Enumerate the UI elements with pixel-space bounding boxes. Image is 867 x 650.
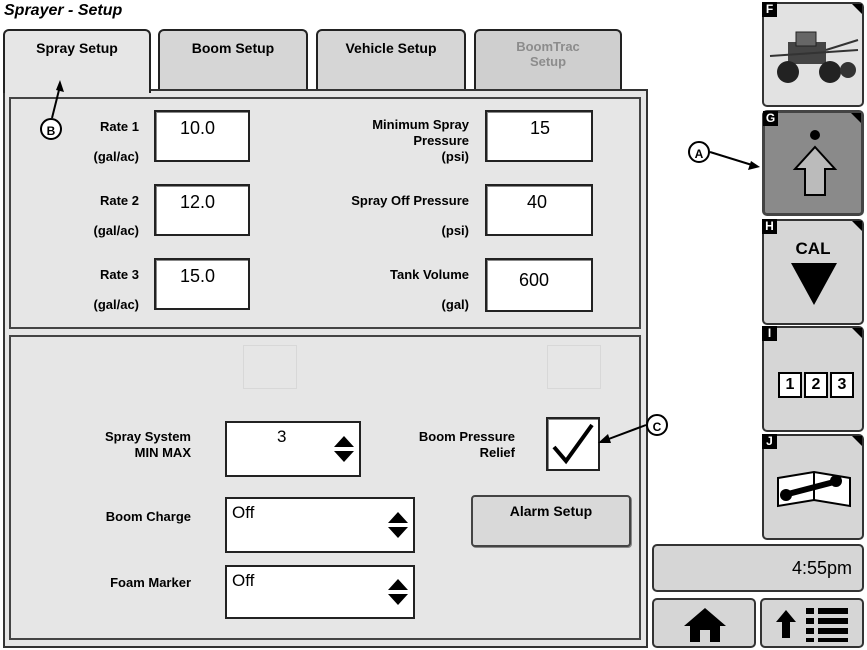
time-text: 4:55pm	[791, 558, 852, 578]
sidebar-key-i[interactable]	[762, 326, 864, 432]
boom-pressure-relief-label: Boom Pressure Relief	[418, 429, 515, 460]
home-button[interactable]	[652, 598, 756, 648]
callout-c: C	[646, 414, 668, 436]
up-down-arrow-icon[interactable]	[387, 510, 409, 540]
ghost-field	[243, 345, 297, 389]
sidebar-key-g[interactable]	[762, 110, 864, 216]
rate-3-label: Rate 3	[99, 267, 139, 282]
tank-volume-unit: (gal)	[441, 297, 469, 312]
boom-charge-label: Boom Charge	[105, 509, 191, 524]
menu-up-button[interactable]	[760, 598, 864, 648]
corner-marker	[852, 4, 862, 14]
min-spray-pressure-label: Minimum Spray Pressure	[372, 117, 469, 148]
callout-b: B	[40, 118, 62, 140]
rate-3-value: 15.0	[180, 266, 216, 286]
boom-pressure-relief-checkbox[interactable]	[546, 417, 600, 471]
rate-2-unit: (gal/ac)	[93, 223, 139, 238]
rate-1-unit: (gal/ac)	[93, 149, 139, 164]
tab-label: Vehicle Setup	[345, 40, 437, 56]
tab-label: BoomTrac Setup	[516, 39, 580, 69]
min-spray-pressure-value: 15	[530, 118, 551, 138]
wrench-book-icon	[774, 464, 854, 514]
rates-section	[9, 97, 641, 329]
spray-system-value: 3	[277, 427, 287, 446]
cal-down-arrow-icon	[789, 261, 839, 309]
boom-charge-value: Off	[232, 503, 255, 522]
numeric-keypad-icon	[778, 372, 854, 398]
foam-marker-label: Foam Marker	[110, 575, 191, 590]
keypad-digit: 1	[778, 372, 802, 398]
spray-off-pressure-label: Spray Off Pressure	[351, 193, 469, 208]
clock-display	[652, 544, 864, 592]
tank-volume-value: 600	[519, 270, 550, 290]
up-arrow-dot-icon	[785, 125, 845, 205]
corner-marker	[852, 436, 862, 446]
key-letter: H	[762, 219, 777, 234]
spray-system-stepper[interactable]	[225, 421, 361, 477]
tab-boom-setup[interactable]	[158, 29, 308, 89]
rate-2-field[interactable]	[154, 184, 250, 236]
tab-spray-setup[interactable]	[3, 29, 151, 93]
sidebar-key-f[interactable]	[762, 2, 864, 107]
ghost-field	[547, 345, 601, 389]
alarm-setup-button[interactable]	[471, 495, 631, 547]
tab-vehicle-setup[interactable]	[316, 29, 466, 89]
spray-off-pressure-value: 40	[527, 192, 548, 212]
corner-marker	[851, 113, 861, 123]
rate-1-label: Rate 1	[99, 119, 139, 134]
boom-charge-select[interactable]	[225, 497, 415, 553]
spray-setup-panel	[3, 89, 648, 648]
min-spray-pressure-unit: (psi)	[441, 149, 469, 164]
key-letter: J	[762, 434, 777, 449]
tab-label: Spray Setup	[36, 40, 118, 56]
up-down-arrow-icon[interactable]	[387, 577, 409, 607]
tab-label: Boom Setup	[191, 40, 275, 56]
corner-marker	[852, 328, 862, 338]
key-letter: F	[762, 2, 777, 17]
alarm-setup-label: Alarm Setup	[509, 503, 593, 519]
keypad-digit: 3	[830, 372, 854, 398]
sprayer-vehicle-icon	[766, 20, 862, 100]
rate-1-field[interactable]	[154, 110, 250, 162]
rate-3-field[interactable]	[154, 258, 250, 310]
key-letter: G	[763, 111, 778, 126]
tab-boomtrac-setup	[474, 29, 622, 89]
sidebar-key-j[interactable]	[762, 434, 864, 540]
tank-volume-field[interactable]	[485, 258, 593, 312]
rate-2-label: Rate 2	[99, 193, 139, 208]
spray-system-label: Spray System MIN MAX	[105, 429, 191, 460]
up-arrow-menu-icon	[772, 604, 856, 644]
sidebar-key-h[interactable]	[762, 219, 864, 325]
spray-off-pressure-unit: (psi)	[441, 223, 469, 238]
corner-marker	[852, 221, 862, 231]
min-spray-pressure-field[interactable]	[485, 110, 593, 162]
home-icon	[680, 604, 730, 644]
cal-label: CAL	[795, 239, 831, 258]
key-letter: I	[762, 326, 777, 341]
checkmark-icon	[548, 419, 598, 469]
window-title: Sprayer - Setup	[4, 2, 123, 19]
keypad-digit: 2	[804, 372, 828, 398]
spray-off-pressure-field[interactable]	[485, 184, 593, 236]
tank-volume-label: Tank Volume	[390, 267, 469, 282]
rate-2-value: 12.0	[180, 192, 216, 212]
foam-marker-select[interactable]	[225, 565, 415, 619]
callout-a: A	[688, 141, 710, 163]
rate-3-unit: (gal/ac)	[93, 297, 139, 312]
rate-1-value: 10.0	[180, 118, 216, 138]
foam-marker-value: Off	[232, 571, 255, 590]
system-section	[9, 335, 641, 640]
